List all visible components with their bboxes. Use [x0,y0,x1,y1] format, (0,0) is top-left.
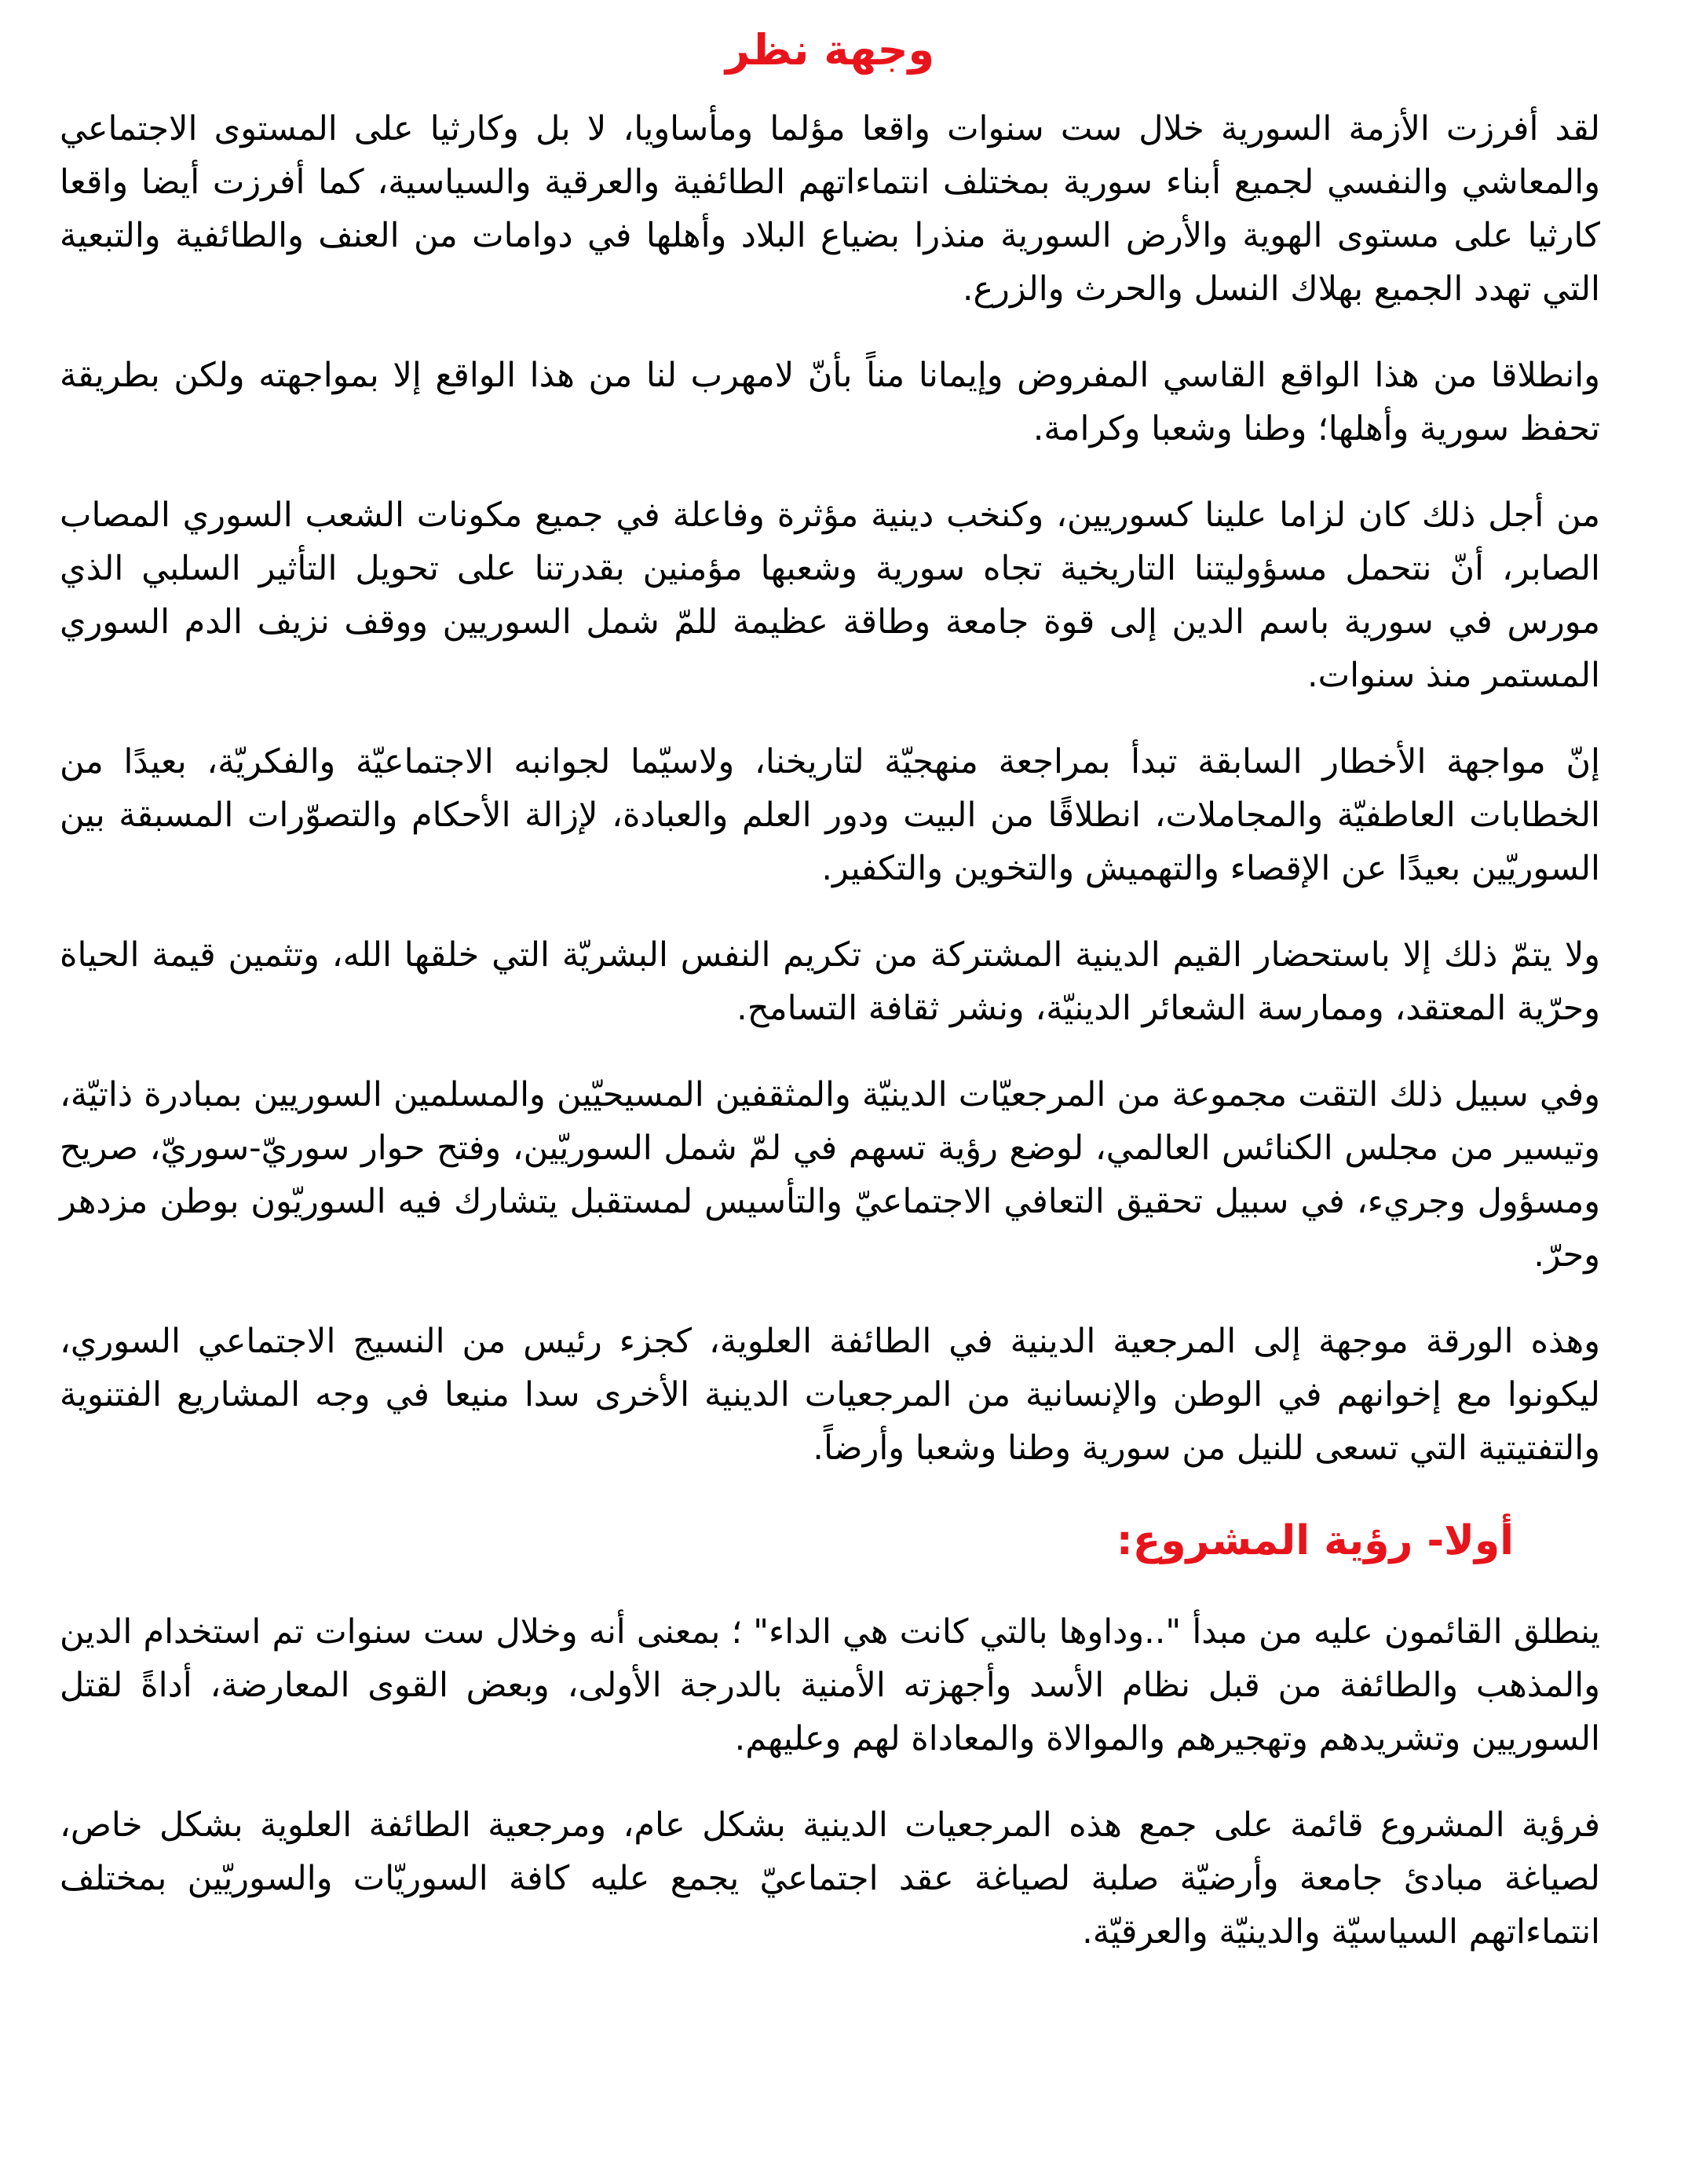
section-paragraph-1: ينطلق القائمون عليه من مبدأ "..وداوها بالتي كانت هي الداء" ؛ بمعنى أنه وخلال ست سنوات تم استخدام الدين والمذهب والطائفة من قبل نظام الأسد وأجهزته الأمنية بالدرجة الأولى، وبعض القوى المعارضة، أداةً لقتل السوريين وتشريدهم وتهجيرهم والموالاة والمعاداة لهم وعليهم. [60,1612,1600,1758]
intro-paragraph-2: وانطلاقا من هذا الواقع القاسي المفروض وإيمانا مناً بأنّ لامهرب لنا من هذا الواقع إلا بمواجهته ولكن بطريقة تحفظ سورية وأهلها؛ وطنا وشعبا وكرامة. [60,356,1600,448]
intro-paragraph-7: وهذه الورقة موجهة إلى المرجعية الدينية في الطائفة العلوية، كجزء رئيس من النسيج الاجتماعي السوري، ليكونوا مع إخوانهم في الوطن والإنسانية من المرجعيات الدينية الأخرى سدا منيعا في وجه المشاريع الفتنوية والتفتيتية التي تسعى للنيل من سورية وطنا وشعبا وأرضاً. [60,1322,1600,1468]
section-paragraph-2: فرؤية المشروع قائمة على جمع هذه المرجعيات الدينية بشكل عام، ومرجعية الطائفة العلوية بشكل خاص، لصياغة مبادئ جامعة وأرضيّة صلبة لصياغة عقد اجتماعيّ يجمع عليه كافة السوريّات والسوريّين بمختلف انتماءاتهم السياسيّة والدينيّة والعرقيّة. [60,1805,1600,1952]
intro-paragraph-3: من أجل ذلك كان لزاما علينا كسوريين، وكنخب دينية مؤثرة وفاعلة في جميع مكونات الشعب السوري المصاب الصابر، أنّ نتحمل مسؤوليتنا التاريخية تجاه سورية وشعبها مؤمنين بقدرتنا على تحويل التأثير السلبي الذي مورس في سورية باسم الدين إلى قوة جامعة وطاقة عظيمة للمّ شمل السوريين ووقف نزيف الدم السوري المستمر منذ سنوات. [60,496,1600,695]
document-title: وجهة نظر [725,25,935,75]
intro-paragraph-5: ولا يتمّ ذلك إلا باستحضار القيم الدينية المشتركة من تكريم النفس البشريّة التي خلقها الله، وتثمين قيمة الحياة وحرّية المعتقد، وممارسة الشعائر الدينيّة، ونشر ثقافة التسامح. [60,935,1600,1028]
intro-paragraph-4: إنّ مواجهة الأخطار السابقة تبدأ بمراجعة منهجيّة لتاريخنا، ولاسيّما لجوانبه الاجتماعيّة والفكريّة، بعيدًا من الخطابات العاطفيّة والمجاملات، انطلاقًا من البيت ودور العلم والعبادة، لإزالة الأحكام والتصوّرات المسبقة بين السوريّين بعيدًا عن الإقصاء والتهميش والتخوين والتكفير. [60,742,1600,888]
intro-paragraph-6: وفي سبيل ذلك التقت مجموعة من المرجعيّات الدينيّة والمثقفين المسيحيّين والمسلمين السوريين بمبادرة ذاتيّة، وتيسير من مجلس الكنائس العالمي، لوضع رؤية تسهم في لمّ شمل السوريّين، وفتح حوار سوريّ-سوريّ، صريح ومسؤول وجريء، في سبيل تحقيق التعافي الاجتماعيّ والتأسيس لمستقبل يتشارك فيه السوريّون بوطن مزدهر وحرّ. [60,1075,1600,1275]
section-heading-project-vision: أولا- رؤية المشروع: [1116,1517,1514,1564]
document-page [60,17,1600,1992]
intro-paragraph-1: لقد أفرزت الأزمة السورية خلال ست سنوات واقعا مؤلما ومأساويا، لا بل وكارثيا على المستوى الاجتماعي والمعاشي والنفسي لجميع أبناء سورية بمختلف انتماءاتهم الطائفية والعرقية والسياسية، كما أفرزت أيضا واقعا كارثيا على مستوى الهوية والأرض السورية منذرا بضياع البلاد وأهلها في دوامات من العنف والطائفية والتبعية التي تهدد الجميع بهلاك النسل والحرث والزرع. [60,109,1600,309]
